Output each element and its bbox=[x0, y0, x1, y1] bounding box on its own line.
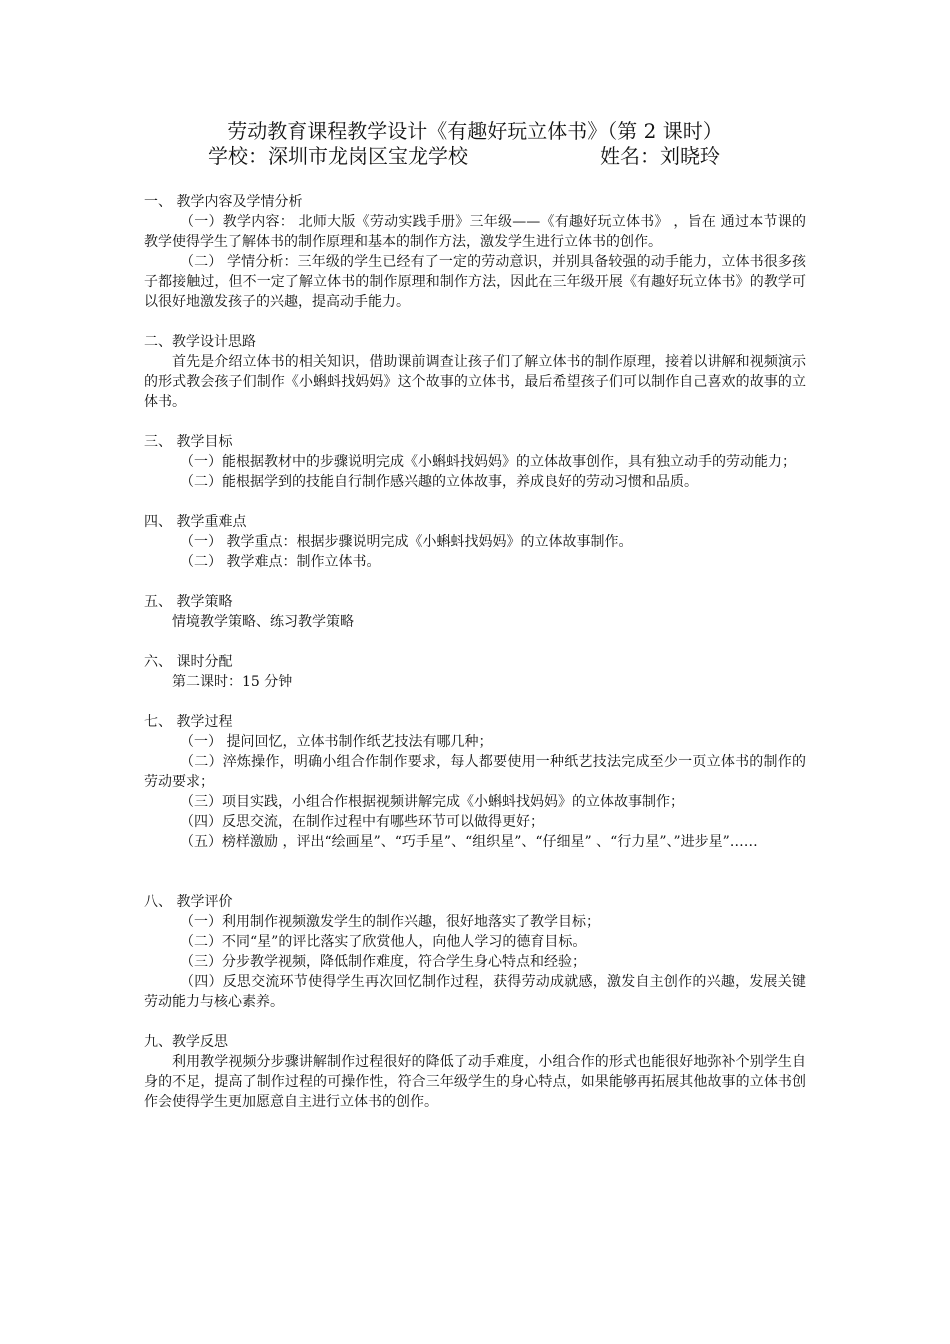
section-7-step-4: （四）反思交流，在制作过程中有哪些环节可以做得更好； bbox=[180, 814, 544, 830]
school-name: 学校：深圳市龙岗区宝龙学校 bbox=[208, 144, 468, 168]
section-heading-9: 九、教学反思 bbox=[144, 1034, 228, 1050]
section-1-paragraph-content: （一）教学内容： 北师大版《劳动实践手册》三年级——《有趣好玩立体书》 ，旨在 通过本节课的教学使得学生了解体书的制作原理和基本的制作方法，激发学生进行立体书的创作。 bbox=[144, 214, 806, 250]
section-2-paragraph: 首先是介绍立体书的相关知识，借助课前调查让孩子们了解立体书的制作原理，接着以讲解和视频演示的形式教会孩子们制作《小蝌蚪找妈妈》这个故事的立体书，最后希望孩子们可以制作自己喜欢的故事的立体书。 bbox=[144, 354, 806, 410]
section-7-step-1: （一） 提问回忆，立体书制作纸艺技法有哪几种； bbox=[180, 734, 493, 750]
section-heading-2: 二、教学设计思路 bbox=[144, 334, 256, 350]
section-4-difficulty: （二） 教学难点：制作立体书。 bbox=[180, 554, 381, 570]
section-3-goal-1: （一）能根据教材中的步骤说明完成《小蝌蚪找妈妈》的立体故事创作，具有独立动手的劳动能力； bbox=[180, 454, 796, 470]
section-8-eval-1: （一）利用制作视频激发学生的制作兴趣，很好地落实了教学目标； bbox=[180, 914, 600, 930]
section-8-eval-2: （二）不同“星”的评比落实了欣赏他人，向他人学习的德育目标。 bbox=[180, 934, 587, 950]
document-body bbox=[144, 192, 806, 1112]
section-7-step-5: （五）榜样激励 ，评出“绘画星”、“巧手星”、“组织星”、“仔细星” 、“行力星”、”进步星”…… bbox=[180, 834, 758, 850]
author-name: 姓名：刘晓玲 bbox=[600, 144, 720, 168]
section-8-eval-3: （三）分步教学视频，降低制作难度，符合学生身心特点和经验； bbox=[180, 954, 586, 970]
section-7-step-2: （二）淬炼操作，明确小组合作制作要求，每人都要使用一种纸艺技法完成至少一页立体书的制作的劳动要求； bbox=[144, 754, 806, 790]
section-1-paragraph-analysis: （二） 学情分析：三年级的学生已经有了一定的劳动意识，并别具备较强的动手能力，立体书很多孩子都接触过，但不一定了解立体书的制作原理和制作方法，因此在三年级开展《有趣好玩立体书》的教学可以很好地激发孩子的兴趣，提高动手能力。 bbox=[144, 254, 806, 310]
section-heading-6: 六、 课时分配 bbox=[144, 654, 233, 670]
section-5-strategy: 情境教学策略、练习教学策略 bbox=[172, 614, 354, 630]
section-heading-7: 七、 教学过程 bbox=[144, 714, 233, 730]
section-heading-3: 三、 教学目标 bbox=[144, 434, 233, 450]
section-7-step-3: （三）项目实践，小组合作根据视频讲解完成《小蝌蚪找妈妈》的立体故事制作； bbox=[180, 794, 684, 810]
section-heading-5: 五、 教学策略 bbox=[144, 594, 233, 610]
section-heading-1: 一、 教学内容及学情分析 bbox=[144, 194, 303, 210]
section-heading-8: 八、 教学评价 bbox=[144, 894, 233, 910]
section-4-key-point: （一） 教学重点：根据步骤说明完成《小蝌蚪找妈妈》的立体故事制作。 bbox=[180, 534, 633, 550]
section-heading-4: 四、 教学重难点 bbox=[144, 514, 247, 530]
section-6-periods: 第二课时：15 分钟 bbox=[172, 674, 293, 690]
document-title: 劳动教育课程教学设计《有趣好玩立体书》（第 2 课时） bbox=[227, 119, 723, 143]
section-3-goal-2: （二）能根据学到的技能自行制作感兴趣的立体故事，养成良好的劳动习惯和品质。 bbox=[180, 474, 698, 490]
section-9-reflection: 利用教学视频分步骤讲解制作过程很好的降低了动手难度，小组合作的形式也能很好地弥补个别学生自身的不足，提高了制作过程的可操作性，符合三年级学生的身心特点，如果能够再拓展其他故事的立体书创作会使得学生更加愿意自主进行立体书的创作。 bbox=[144, 1054, 806, 1110]
section-8-eval-4: （四）反思交流环节使得学生再次回忆制作过程，获得劳动成就感，激发自主创作的兴趣，发展关键劳动能力与核心素养。 bbox=[144, 974, 806, 1010]
